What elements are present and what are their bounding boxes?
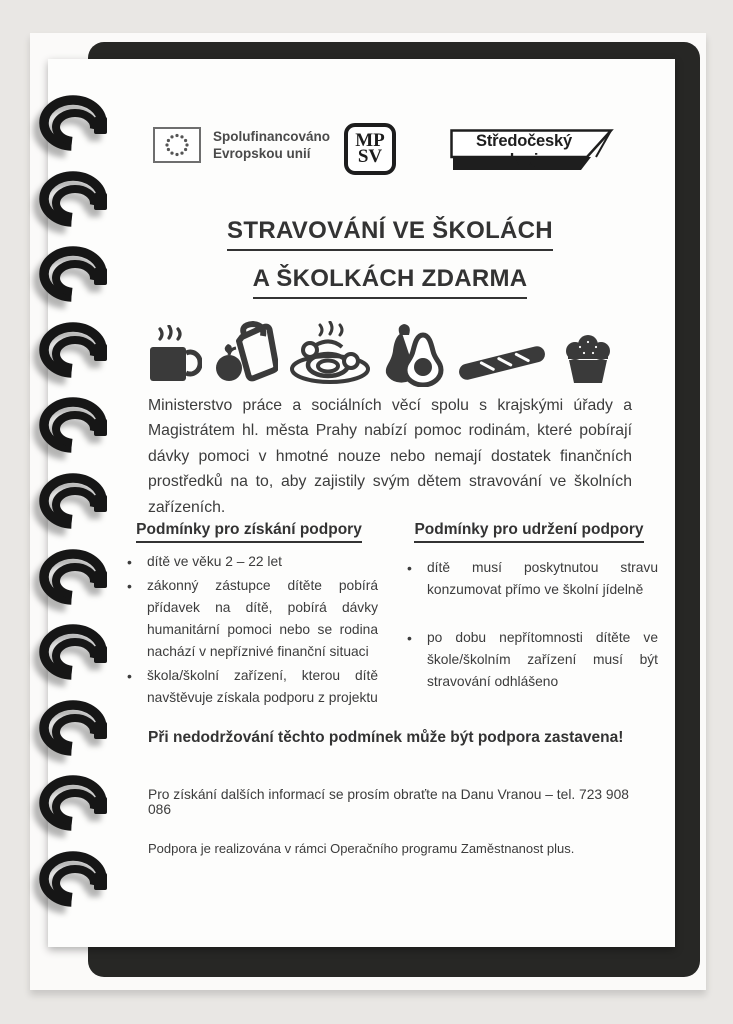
- apple-lunch-bag-icon: [212, 321, 278, 387]
- bullet-text: dítě musí poskytnutou stravu konzumovat přímo ve školní jídelně: [427, 560, 658, 597]
- mpsv-logo: [344, 123, 396, 175]
- conditions-keep-heading: Podmínky pro udržení podpory: [414, 521, 643, 543]
- eu-funding-logo: [153, 127, 330, 163]
- conditions-keep-heading-wrap: [400, 521, 658, 543]
- eu-funding-line1: Spolufinancováno: [213, 128, 331, 144]
- page-title-line1: STRAVOVÁNÍ VE ŠKOLÁCH: [227, 217, 553, 251]
- region-banner: [450, 129, 614, 173]
- binder-ring-icon: [36, 244, 116, 310]
- intro-paragraph: Ministerstvo práce a sociálních věcí spolu s krajskými úřady a Magistrátem hl. města Prahy nabízí pomoc rodinám, které pobírají dávky pomoci v hmotné nouze nebo nemají dostatek finančních prostředků na to, aby zajistily svým dětem stravování ve školních zařízeních.: [148, 397, 632, 516]
- conditions-obtain-section: [120, 521, 378, 711]
- list-item: [400, 627, 658, 693]
- bullet-icon: •: [127, 578, 132, 594]
- conditions-keep-section: [400, 521, 658, 695]
- binder-ring-icon: [36, 395, 116, 461]
- bullet-text: po dobu nepřítomnosti dítěte ve škole/školním zařízení musí být stravování odhlášeno: [427, 630, 658, 689]
- warning-text: Při nedodržování těchto podmínek může být podpora zastavena!: [148, 729, 624, 746]
- flyer-page: [48, 59, 675, 947]
- binder-ring-icon: [36, 849, 116, 915]
- binder-ring-icon: [36, 622, 116, 688]
- binder-ring-icon: [36, 698, 116, 764]
- conditions-obtain-heading: Podmínky pro získání podpory: [136, 521, 362, 543]
- page-title-line1-wrap: [148, 217, 632, 251]
- eu-funding-line2: Evropskou unií: [213, 146, 311, 161]
- conditions-obtain-list: [120, 551, 378, 709]
- bullet-text: zákonný zástupce dítěte pobírá přídavek na dítě, pobírá dávky humanitární pomoci nebo se rodina nachází v nepříznivé finanční situaci: [147, 578, 378, 659]
- bullet-text: škola/školní zařízení, kterou dítě navštěvuje získala podporu z projektu: [147, 668, 378, 705]
- binder-ring-icon: [36, 471, 116, 537]
- binder-ring-icon: [36, 93, 116, 159]
- page-title-line2-wrap: [148, 265, 632, 299]
- binder-ring-icon: [36, 169, 116, 235]
- bullet-icon: •: [127, 668, 132, 684]
- spaghetti-plate-icon: [288, 321, 372, 387]
- binder-ring-icon: [36, 547, 116, 613]
- list-item: [400, 557, 658, 601]
- mpsv-line2: SV: [357, 146, 383, 167]
- muffin-icon: [560, 329, 616, 387]
- list-item: [120, 575, 378, 663]
- eu-funding-text: [213, 128, 330, 163]
- bullet-icon: •: [407, 630, 412, 646]
- logo-header: [148, 123, 632, 183]
- contact-info: Pro získání dalších informací se prosím obraťte na Danu Vranou – tel. 723 908 086: [148, 787, 629, 817]
- bullet-icon: •: [127, 554, 132, 570]
- hot-drink-mug-icon: [146, 325, 202, 387]
- binder-ring-icon: [36, 773, 116, 839]
- baguette-icon: [454, 335, 550, 387]
- food-icons-row: [146, 319, 616, 387]
- eu-flag-icon: [153, 127, 201, 163]
- conditions-obtain-heading-wrap: [120, 521, 378, 543]
- mpsv-line1: MP: [355, 130, 385, 151]
- program-footer-note: Podpora je realizována v rámci Operačního programu Zaměstnanost plus.: [148, 841, 575, 856]
- region-banner-label: Středočeský kraj: [476, 132, 572, 169]
- list-item: [120, 551, 378, 573]
- list-item: [120, 665, 378, 709]
- bullet-text: dítě ve věku 2 – 22 let: [147, 554, 282, 569]
- spiral-binding: [36, 0, 120, 1024]
- page-title-line2: A ŠKOLKÁCH ZDARMA: [253, 265, 528, 299]
- binder-ring-icon: [36, 320, 116, 386]
- avocado-icon: [382, 321, 444, 387]
- conditions-keep-list: [400, 557, 658, 693]
- bullet-icon: •: [407, 560, 412, 576]
